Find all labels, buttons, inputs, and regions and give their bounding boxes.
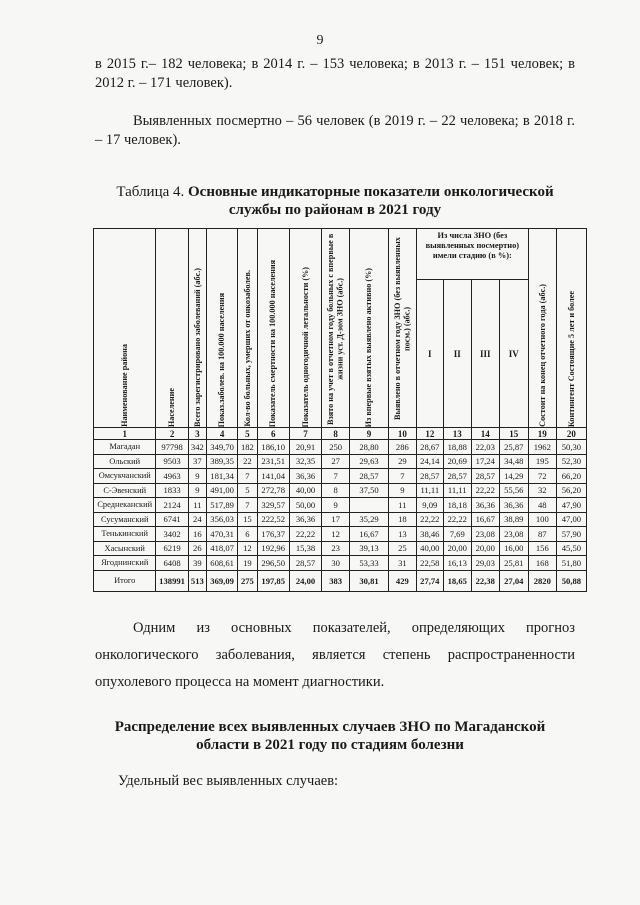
district-name-cell: Хасынский — [94, 541, 156, 556]
district-name-cell: Магадан — [94, 440, 156, 455]
table-cell: 329,57 — [257, 498, 289, 513]
table-cell: 6408 — [156, 556, 188, 571]
table-cell: 19 — [238, 556, 257, 571]
table-cell: 23,08 — [471, 527, 499, 542]
table-cell: 16,67 — [350, 527, 389, 542]
table-cell: 28,80 — [350, 440, 389, 455]
table-cell: 491,00 — [207, 483, 238, 498]
table-cell: 55,56 — [499, 483, 528, 498]
table-cell: 272,78 — [257, 483, 289, 498]
table-cell: 18 — [388, 512, 416, 527]
table-cell: 31 — [388, 556, 416, 571]
column-number: 20 — [556, 428, 586, 440]
total-cell: 2820 — [528, 570, 556, 591]
column-number: 1 — [94, 428, 156, 440]
total-cell: 197,85 — [257, 570, 289, 591]
table-cell: 56,20 — [556, 483, 586, 498]
column-number: 5 — [238, 428, 257, 440]
table-row — [94, 454, 587, 469]
table-cell: 20,00 — [443, 541, 471, 556]
table-cell: 17,24 — [471, 454, 499, 469]
district-name-cell: Сусуманский — [94, 512, 156, 527]
header-active-detection: Из впервые взятых выявлено активно (%) — [350, 229, 389, 428]
table-cell: 6741 — [156, 512, 188, 527]
table-cell: 53,33 — [350, 556, 389, 571]
table-cell: 356,03 — [207, 512, 238, 527]
table-cell: 22,22 — [289, 527, 321, 542]
table-cell: 22,03 — [471, 440, 499, 455]
table-cell: 72 — [528, 469, 556, 484]
total-cell: 18,65 — [443, 570, 471, 591]
table-cell: 37 — [188, 454, 206, 469]
header-posthumous: Выявлено в отчетном году ЗНО (без выявленных посм.) (абс.) — [388, 229, 416, 428]
table-cell: 28,57 — [471, 469, 499, 484]
table-cell: 47,00 — [556, 512, 586, 527]
header-mortality: Показатель смертности на 100.000 населения — [257, 229, 289, 428]
table-cell: 35,29 — [350, 512, 389, 527]
table-cell: 32,35 — [289, 454, 321, 469]
header-deaths: Кол-во больных, умерших от онкозаболев. — [238, 229, 257, 428]
column-number: 6 — [257, 428, 289, 440]
table-cell: 50,30 — [556, 440, 586, 455]
table-cell: 7 — [322, 469, 350, 484]
paragraph-share: Удельный вес выявленных случаев: — [118, 773, 339, 789]
table-cell: 23 — [322, 541, 350, 556]
table-cell: 11 — [388, 498, 416, 513]
table-cell: 66,20 — [556, 469, 586, 484]
table-cell: 20,91 — [289, 440, 321, 455]
table-cell: 34,48 — [499, 454, 528, 469]
table-cell: 36,36 — [499, 498, 528, 513]
indicators-table — [93, 228, 587, 592]
table-cell: 30 — [322, 556, 350, 571]
table-cell: 47,90 — [556, 498, 586, 513]
table-cell: 97798 — [156, 440, 188, 455]
table-cell: 2124 — [156, 498, 188, 513]
header-name: Наименование района — [94, 229, 156, 428]
table-cell: 7 — [238, 469, 257, 484]
table-cell: 1833 — [156, 483, 188, 498]
table-cell: 3402 — [156, 527, 188, 542]
table-cell: 9 — [188, 483, 206, 498]
header-registered-eoy: Состоит на конец отчетного года (абс.) — [528, 229, 556, 428]
header-population: Население — [156, 229, 188, 428]
table-row — [94, 527, 587, 542]
section-heading: Распределение всех выявленных случаев ЗНО по Магаданской области в 2021 году по стадиям болезни — [114, 719, 546, 753]
table-cell: 40,00 — [289, 483, 321, 498]
table-cell: 39,13 — [350, 541, 389, 556]
table-row — [94, 469, 587, 484]
table-cell: 18,88 — [443, 440, 471, 455]
table-cell: 11 — [188, 498, 206, 513]
table-cell: 40,00 — [416, 541, 443, 556]
table-cell: 156 — [528, 541, 556, 556]
table-cell: 38,89 — [499, 512, 528, 527]
table-cell: 22,22 — [416, 512, 443, 527]
page-number: 9 — [316, 33, 324, 48]
district-name-cell: Среднеканский — [94, 498, 156, 513]
table-cell: 192,96 — [257, 541, 289, 556]
table-cell: 17 — [322, 512, 350, 527]
column-number: 13 — [443, 428, 471, 440]
total-cell: 369,09 — [207, 570, 238, 591]
table-row — [94, 512, 587, 527]
table-cell: 6 — [238, 527, 257, 542]
table-cell: 11,11 — [443, 483, 471, 498]
table-cell: 7 — [238, 498, 257, 513]
header-stage-group: Из числа ЗНО (без выявленных посмертно) имели стадию (в %): — [416, 229, 528, 280]
table-cell: 6219 — [156, 541, 188, 556]
total-cell: 275 — [238, 570, 257, 591]
table-cell: 29 — [388, 454, 416, 469]
total-cell: 27,04 — [499, 570, 528, 591]
table-cell: 25,81 — [499, 556, 528, 571]
district-name-cell: С-Эвенский — [94, 483, 156, 498]
table-cell: 57,90 — [556, 527, 586, 542]
table-cell: 9,09 — [416, 498, 443, 513]
header-lethality: Показатель одногодичной летальности (%) — [289, 229, 321, 428]
table-cell: 16,13 — [443, 556, 471, 571]
table-cell: 28,57 — [289, 556, 321, 571]
table-cell: 9 — [388, 483, 416, 498]
table-cell: 12 — [238, 541, 257, 556]
table-cell: 22,58 — [416, 556, 443, 571]
table-cell: 29,63 — [350, 454, 389, 469]
table-cell: 470,31 — [207, 527, 238, 542]
table-cell: 27 — [322, 454, 350, 469]
column-number: 2 — [156, 428, 188, 440]
column-number: 4 — [207, 428, 238, 440]
header-stage-1: I — [416, 280, 443, 428]
table-cell: 15,38 — [289, 541, 321, 556]
table-cell: 16,00 — [499, 541, 528, 556]
table-cell: 39 — [188, 556, 206, 571]
column-numbers-row — [94, 428, 587, 440]
table-cell: 25,87 — [499, 440, 528, 455]
total-cell: 22,38 — [471, 570, 499, 591]
column-number: 12 — [416, 428, 443, 440]
table-cell: 26 — [188, 541, 206, 556]
table-cell: 231,51 — [257, 454, 289, 469]
table-cell: 250 — [322, 440, 350, 455]
total-cell: 429 — [388, 570, 416, 591]
table-cell: 22,22 — [471, 483, 499, 498]
table-cell: 13 — [388, 527, 416, 542]
table-row — [94, 498, 587, 513]
table-cell: 32 — [528, 483, 556, 498]
district-name-cell: Омсукчанский — [94, 469, 156, 484]
table-cell: 29,03 — [471, 556, 499, 571]
table-cell: 28,57 — [350, 469, 389, 484]
table-cell: 181,34 — [207, 469, 238, 484]
table-cell: 28,67 — [416, 440, 443, 455]
table-cell: 7 — [388, 469, 416, 484]
table-cell: 608,61 — [207, 556, 238, 571]
table-cell: 8 — [322, 483, 350, 498]
table-cell: 100 — [528, 512, 556, 527]
table-cell: 222,52 — [257, 512, 289, 527]
table-header-row — [94, 229, 587, 280]
table-cell: 25 — [388, 541, 416, 556]
header-taken-on-record: Взято на учет в отчетном году больных с впервые в жизни уст. Д-зом ЗНО (абс.) — [322, 229, 350, 428]
total-cell: 138991 — [156, 570, 188, 591]
table-cell: 517,89 — [207, 498, 238, 513]
district-name-cell: Тенькинский — [94, 527, 156, 542]
table-cell: 5 — [238, 483, 257, 498]
column-number: 19 — [528, 428, 556, 440]
table-cell: 50,00 — [289, 498, 321, 513]
total-cell: Итого — [94, 570, 156, 591]
table-row — [94, 440, 587, 455]
table-cell: 36,36 — [471, 498, 499, 513]
table-cell: 195 — [528, 454, 556, 469]
table-cell: 51,80 — [556, 556, 586, 571]
table-row — [94, 541, 587, 556]
paragraph-posthumous: Выявленных посмертно – 56 человек (в 2019 г. – 22 человека; в 2018 г. – 17 человек). — [95, 113, 575, 148]
table-cell: 22,22 — [443, 512, 471, 527]
table-cell: 16,67 — [471, 512, 499, 527]
table-cell: 1962 — [528, 440, 556, 455]
table-cell: 24 — [188, 512, 206, 527]
column-number: 7 — [289, 428, 321, 440]
table-cell: 36,36 — [289, 512, 321, 527]
paragraph-stats-by-year: в 2015 г.– 182 человека; в 2014 г. – 153 человека; в 2013 г. – 151 человек; в 2012 г. – 171 человек). — [95, 56, 575, 91]
table-cell: 296,50 — [257, 556, 289, 571]
table-cell: 87 — [528, 527, 556, 542]
total-cell: 30,81 — [350, 570, 389, 591]
table-cell: 182 — [238, 440, 257, 455]
column-number: 14 — [471, 428, 499, 440]
table-row — [94, 483, 587, 498]
header-incidence: Показ.заболев. на 100.000 населения — [207, 229, 238, 428]
table-row — [94, 556, 587, 571]
table-cell — [350, 498, 389, 513]
table-cell: 12 — [322, 527, 350, 542]
table-cell: 9503 — [156, 454, 188, 469]
district-name-cell: Ягоднинский — [94, 556, 156, 571]
table-cell: 4963 — [156, 469, 188, 484]
table-cell: 45,50 — [556, 541, 586, 556]
table-cell: 418,07 — [207, 541, 238, 556]
table-cell: 20,69 — [443, 454, 471, 469]
table-cell: 9 — [322, 498, 350, 513]
total-cell: 50,88 — [556, 570, 586, 591]
total-cell: 27,74 — [416, 570, 443, 591]
table-caption-title: Основные индикаторные показатели онкологической службы по районам в 2021 году — [188, 184, 554, 218]
table-cell: 342 — [188, 440, 206, 455]
total-cell: 513 — [188, 570, 206, 591]
table-cell: 186,10 — [257, 440, 289, 455]
column-number: 15 — [499, 428, 528, 440]
column-number: 3 — [188, 428, 206, 440]
table-cell: 48 — [528, 498, 556, 513]
table-cell: 7,69 — [443, 527, 471, 542]
table-cell: 20,00 — [471, 541, 499, 556]
table-caption-prefix: Таблица 4. — [116, 184, 189, 200]
paragraph-prognosis: Одним из основных показателей, определяющих прогноз онкологического заболевания, является степень распространенности опухолевого процесса на момент диагностики. — [95, 620, 575, 690]
table-cell: 52,30 — [556, 454, 586, 469]
table-cell: 38,46 — [416, 527, 443, 542]
header-contingent: Контингент Состоящие 5 лет и более — [556, 229, 586, 428]
table-cell: 9 — [188, 469, 206, 484]
table-cell: 18,18 — [443, 498, 471, 513]
table-cell: 141,04 — [257, 469, 289, 484]
column-number: 8 — [322, 428, 350, 440]
district-name-cell: Ольский — [94, 454, 156, 469]
table-cell: 23,08 — [499, 527, 528, 542]
column-number: 10 — [388, 428, 416, 440]
total-cell: 24,00 — [289, 570, 321, 591]
table-cell: 11,11 — [416, 483, 443, 498]
table-cell: 15 — [238, 512, 257, 527]
header-registered: Всего зарегистрировано заболеваний (абс.) — [188, 229, 206, 428]
table-cell: 37,50 — [350, 483, 389, 498]
column-number: 9 — [350, 428, 389, 440]
table-cell: 24,14 — [416, 454, 443, 469]
table-cell: 389,35 — [207, 454, 238, 469]
table-cell: 349,70 — [207, 440, 238, 455]
total-cell: 383 — [322, 570, 350, 591]
table-total-row — [94, 570, 587, 591]
table-cell: 36,36 — [289, 469, 321, 484]
table-cell: 14,29 — [499, 469, 528, 484]
table-cell: 28,57 — [443, 469, 471, 484]
table-cell: 286 — [388, 440, 416, 455]
table-cell: 168 — [528, 556, 556, 571]
header-stage-4: IV — [499, 280, 528, 428]
table-cell: 22 — [238, 454, 257, 469]
header-stage-3: III — [471, 280, 499, 428]
table-cell: 28,57 — [416, 469, 443, 484]
header-stage-2: II — [443, 280, 471, 428]
table-cell: 16 — [188, 527, 206, 542]
table-caption — [100, 183, 570, 219]
table-body — [94, 440, 587, 571]
table-cell: 176,37 — [257, 527, 289, 542]
